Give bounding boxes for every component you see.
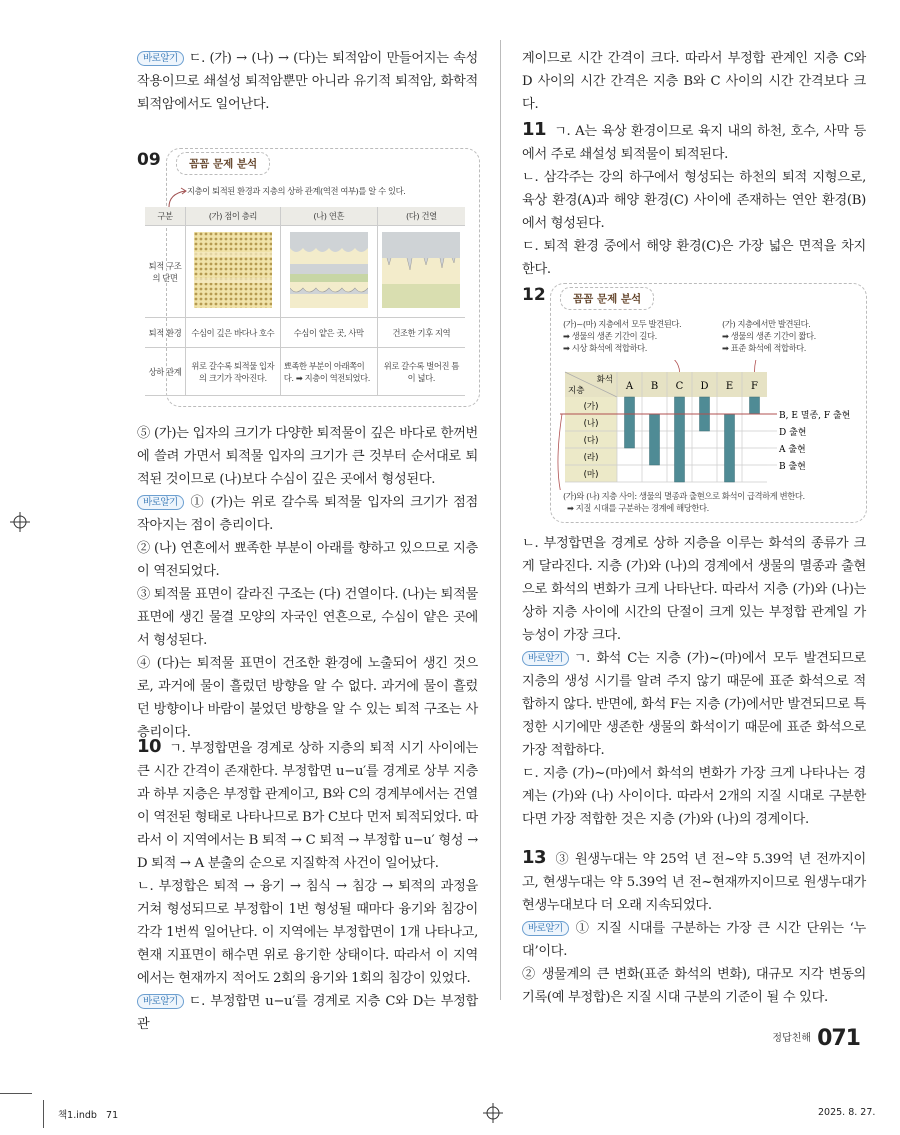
barro-algi-badge: 바로알기 (137, 495, 184, 510)
question-number: 13 (522, 847, 547, 868)
paragraph-text: ㄱ. 화석 C는 지층 (가)~(마)에서 모두 발견되므로 지층의 생성 시기를 알려 주지 않기 때문에 표준 화석으로 적합하지 않다. 반면에, 화석 F는 지층 (가)에서만 발견되므로 특정한 시기에만 생존한 생물의 화석이기 때문에 표준 화석으로 가장 적합하다. (522, 651, 866, 758)
layer-label: (나) (583, 419, 599, 429)
row-label: 퇴적 구조의 단면 (145, 226, 186, 318)
layer-label: (라) (583, 453, 599, 463)
print-date: 2025. 8. 27. (818, 1107, 876, 1118)
curved-arrow-icon (755, 360, 763, 372)
file-name: 책1.indb 71 (58, 1110, 119, 1121)
registration-mark-icon (10, 512, 30, 532)
paragraph-text: ④ (다)는 퇴적물 표면이 건조한 환경에 노출되어 생긴 것으로, 과거에 물이 흘렀던 방향을 알 수 없다. 과거에 물이 흘렀던 방향이나 바람이 불었던 방향을 알 수 있는 퇴적 구조는 사층리이다. (137, 656, 478, 740)
layer-label: (가) (583, 402, 599, 412)
fossil-label: F (751, 381, 758, 392)
fossil-range-bar-C (675, 397, 685, 482)
note-line: ➡ 표준 화석에 적합하다. (722, 343, 807, 353)
paragraph-text: ㄴ. 부정합은 퇴적 → 융기 → 침식 → 침강 → 퇴적의 과정을 거쳐 형성되므로 부정합이 1번 형성될 때마다 융기와 침강이 각각 1번씩 일어난다. 이 지역에는 부정합면이 1개 나타나고, 현재 지표면이 해수면 위로 융기한 상태이다. 따라서 이 지역에서는 현재까지 적어도 2회의 융기와 1회의 침강이 있었다. (137, 879, 478, 986)
fossil-label: E (725, 381, 734, 392)
fossil-range-bar-E (725, 414, 735, 482)
note-boundary (563, 490, 805, 514)
curved-arrow-icon (558, 414, 564, 490)
fossil-label: C (675, 381, 684, 392)
corner-label-layer: 지층 (568, 386, 585, 396)
curved-arrow-icon (165, 186, 189, 208)
paragraph-text: ⑤ (가)는 입자의 크기가 다양한 퇴적물이 깊은 바다로 한꺼번에 쓸려 가면서 퇴적물 입자의 크기가 큰 것부터 순서대로 퇴적된 것이므로 (나)보다 수심이 깊은 곳에서 형성된다. (137, 426, 478, 487)
page-number: 071 (817, 1026, 860, 1051)
layer-label: (다) (583, 436, 599, 446)
note-line: ➡ 생물의 생존 기간이 짧다. (722, 331, 816, 341)
paragraph-text: ① (가)는 위로 갈수록 퇴적물 입자의 크기가 점점 작아지는 점이 층리이다. (137, 495, 478, 533)
corner-label-fossil: 화석 (596, 375, 613, 385)
fossil-range-diagram (550, 360, 865, 490)
fossil-label: B (650, 381, 659, 392)
section-name: 정답친해 (772, 1033, 812, 1044)
boundary-label: D 출현 (779, 428, 807, 438)
boundary-label: A 출현 (779, 445, 806, 455)
analysis-caption: 지층이 퇴적된 환경과 지층의 상하 관계(역전 여부)를 알 수 있다. (187, 186, 406, 196)
paragraph-text: ③ 원생누대는 약 25억 년 전~약 5.39억 년 전까지이고, 현생누대는 약 5.39억 년 전~현재까지이므로 원생누대가 현생누대보다 더 오래 지속되었다. (522, 852, 866, 913)
question-number: 12 (522, 285, 546, 305)
table-header: (다) 건열 (377, 207, 465, 226)
barro-algi-badge: 바로알기 (522, 651, 569, 666)
right-top-paragraph (522, 47, 866, 116)
fossil-range-bar-A (625, 397, 635, 448)
question-number: 10 (137, 736, 162, 757)
note-line: (가)~(마) 지층에서 모두 발견된다. (563, 319, 682, 329)
table-header: (나) 연흔 (280, 207, 377, 226)
note-line: ➡ 시상 화석에 적합하다. (563, 343, 648, 353)
note-line: (가)와 (나) 지층 사이: 생물의 멸종과 출현으로 화석이 급격하게 변한다. (563, 491, 805, 501)
paragraph-text: ㄷ. 퇴적 환경 중에서 해양 환경(C)은 가장 넓은 면적을 차지한다. (522, 239, 866, 277)
paragraph-text: ㄴ. 부정합면을 경계로 상하 지층을 이루는 화석의 종류가 크게 달라진다. 지층 (가)와 (나)의 경계에서 생물의 멸종과 출현으로 화석의 변화가 크게 나타난다. 따라서 지층 (가)와 (나)는 상하 지층 사이에 시간의 단절이 크게 있는 부정합 관계일 가능성이 가장 크다. (522, 536, 866, 643)
table-cell: 위로 갈수록 퇴적물 입자의 크기가 작아진다. (186, 348, 281, 396)
paragraph-text: ㄷ. (가) → (나) → (다)는 퇴적암이 만들어지는 속성 작용이므로 쇄설성 퇴적암뿐만 아니라 유기적 퇴적암, 화학적 퇴적암에서도 일어난다. (137, 51, 478, 112)
paragraph-text: ③ 퇴적물 표면이 갈라진 구조는 (다) 건열이다. (나)는 퇴적물 표면에 생긴 물결 모양의 자국인 연흔으로, 수심이 얕은 곳에서 형성된다. (137, 587, 478, 648)
table-cell: 수심이 얕은 곳, 사막 (280, 318, 377, 348)
table-cell: 수심이 깊은 바다나 호수 (186, 318, 281, 348)
paragraph-text: ① 지질 시대를 구분하는 가장 큰 시간 단위는 ‘누대’이다. (522, 921, 866, 959)
barro-algi-badge: 바로알기 (522, 921, 569, 936)
fossil-range-bar-F (750, 397, 760, 414)
crop-line (0, 1093, 32, 1094)
crop-line (43, 1100, 44, 1128)
fossil-label: D (700, 381, 709, 392)
graded-bedding-image (186, 226, 281, 318)
paragraph-text: ㄷ. 부정합면 u−u′를 경계로 지층 C와 D는 부정합 관 (137, 994, 478, 1032)
paragraph-text: ㄷ. 지층 (가)~(마)에서 화석의 변화가 가장 크게 나타나는 경계는 (가)와 (나) 사이이다. 따라서 2개의 지질 시대로 구분한다면 가장 적합한 것은 지층 (가)와 (나)의 경계이다. (522, 766, 866, 827)
barro-algi-badge: 바로알기 (137, 994, 184, 1009)
paragraph-text: ㄱ. A는 육상 환경이므로 육지 내의 하천, 호수, 사막 등에서 주로 쇄설성 퇴적물이 퇴적된다. (522, 124, 866, 162)
table-cell: 건조한 기후 지역 (377, 318, 465, 348)
mud-cracks-image (377, 226, 465, 318)
boundary-label: B 출현 (779, 462, 806, 472)
barro-algi-badge: 바로알기 (137, 51, 184, 66)
registration-mark-icon (483, 1103, 503, 1123)
note-fossil-c (563, 318, 681, 354)
q11-explanation (522, 118, 866, 281)
q09-explanation (137, 422, 478, 744)
row-label: 퇴적 환경 (145, 318, 186, 348)
paragraph-text: ㄴ. 삼각주는 강의 하구에서 형성되는 하천의 퇴적 지형으로, 육상 환경(A)과 해양 환경(C) 사이에 존재하는 연안 환경(B)에서 형성된다. (522, 170, 866, 231)
page-footer-title (772, 1026, 860, 1051)
left-top-paragraph (137, 47, 478, 116)
fossil-label: A (625, 381, 634, 392)
table-cell: 위로 갈수록 벌어진 틈이 넓다. (377, 348, 465, 396)
table-header: (가) 점이 층리 (186, 207, 281, 226)
row-label: 상하 관계 (145, 348, 186, 396)
header-row-bg (565, 372, 767, 397)
note-line: ➡ 생물의 생존 기간이 길다. (563, 331, 657, 341)
paragraph-text: ② (나) 연흔에서 뾰족한 부분이 아래를 향하고 있으므로 지층이 역전되었다. (137, 541, 478, 579)
question-number: 09 (137, 150, 161, 170)
q13-explanation (522, 846, 866, 1009)
table-cell: 뾰족한 부분이 아래쪽이다. ➡ 지층이 역전되었다. (280, 348, 377, 396)
analysis-tag: 꼼꼼 문제 분석 (560, 287, 654, 310)
note-line: ➡ 지질 시대를 구분하는 경계에 해당한다. (567, 503, 709, 513)
table-header: 구분 (145, 207, 186, 226)
paragraph-text: ② 생물계의 큰 변화(표준 화석의 변화), 대규모 지각 변동의 기록(예 부정합)은 지질 시대 구분의 기준이 될 수 있다. (522, 967, 866, 1005)
sedimentary-structure-table (145, 207, 465, 396)
column-divider (500, 40, 501, 1000)
note-fossil-f (722, 318, 816, 354)
layer-label: (마) (583, 470, 599, 480)
paragraph-text: 계이므로 시간 간격이 크다. 따라서 부정합 관계인 지층 C와 D 사이의 시간 간격은 지층 B와 C 사이의 시간 간격보다 크다. (522, 51, 866, 112)
ripple-marks-image (280, 226, 377, 318)
paragraph-text: ㄱ. 부정합면을 경계로 상하 지층의 퇴적 시기 사이에는 큰 시간 간격이 존재한다. 부정합면 u−u′를 경계로 상부 지층과 하부 지층은 부정합 관계이고, B와 C의 경계부에서는 건열이 역전된 형태로 나타나므로 B가 C보다 먼저 퇴적되었다. 따라서 이 지역에서는 B 퇴적 → C 퇴적 → 부정합 u−u′ 형성 → D 퇴적 → A 분출의 순으로 지질학적 사건이 일어났다. (137, 741, 478, 871)
analysis-tag: 꼼꼼 문제 분석 (176, 152, 270, 175)
question-number: 11 (522, 119, 547, 140)
fossil-range-bar-B (650, 414, 660, 465)
curved-arrow-icon (635, 360, 680, 372)
note-line: (가) 지층에서만 발견된다. (722, 319, 811, 329)
q10-explanation (137, 735, 478, 1036)
q12-explanation (522, 532, 866, 831)
boundary-label: B, E 멸종, F 출현 (779, 411, 851, 421)
